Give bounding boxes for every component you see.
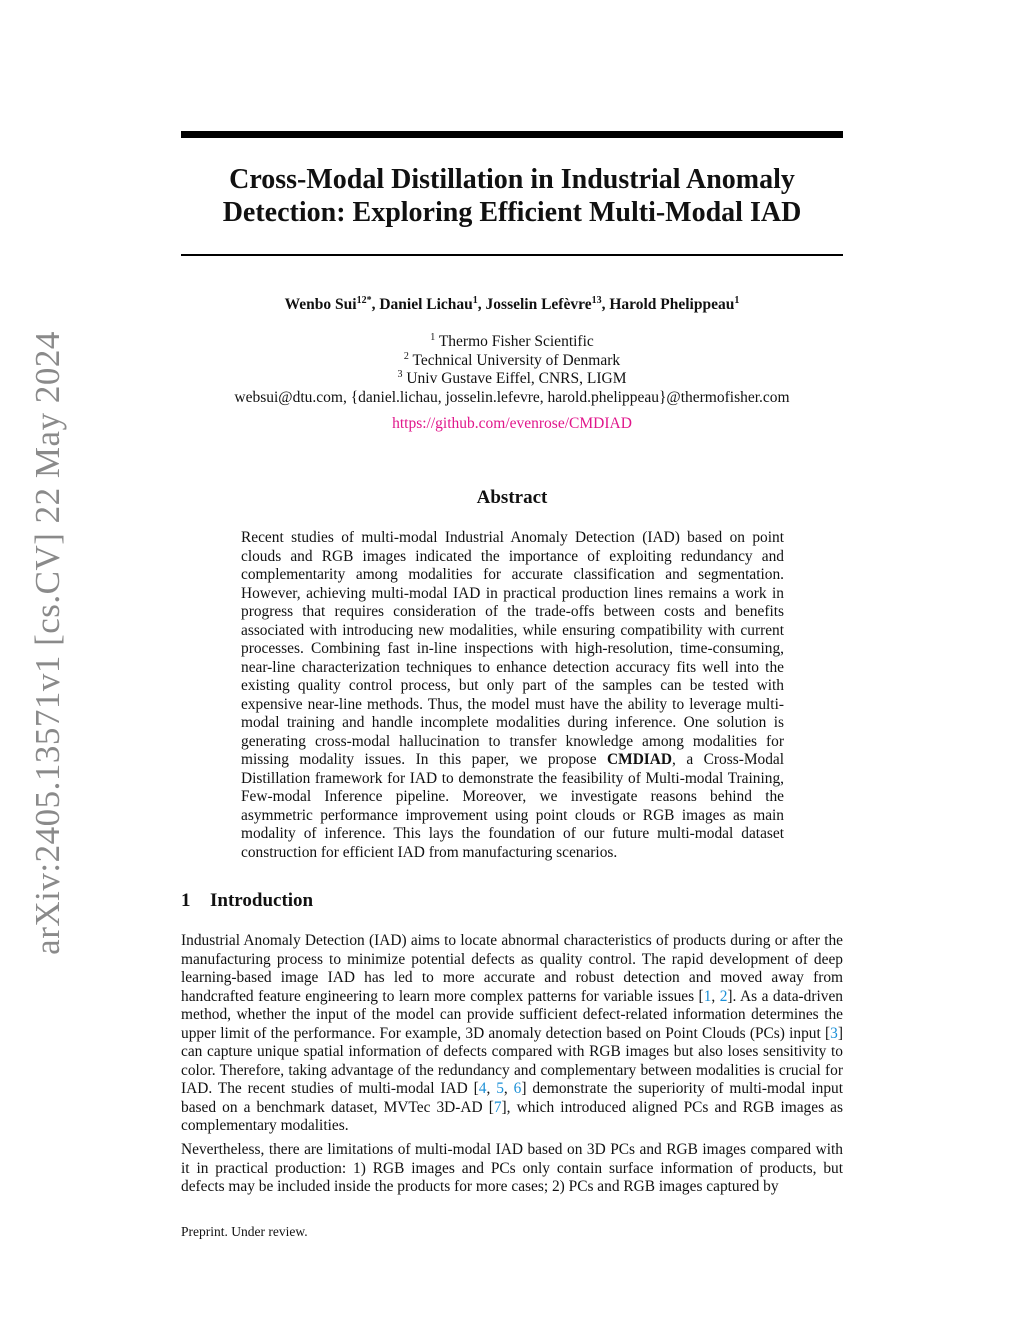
author-name: Josselin Lefèvre bbox=[485, 296, 592, 313]
author-list bbox=[181, 296, 843, 314]
paper-title-line-1: Cross-Modal Distillation in Industrial Anomaly bbox=[229, 164, 795, 195]
author-affiliation-marker: 12* bbox=[356, 294, 372, 306]
author-affiliation-marker: 1 bbox=[472, 294, 478, 306]
paragraph-text: ]. As a data-driven method, whether the input of the model can provide sufficient defect-related information determines the upper limit of the performance. For example, 3D anomaly detection based on Point Clouds (PCs) input [ bbox=[181, 987, 843, 1042]
section-heading-introduction bbox=[181, 890, 843, 912]
author-name: Harold Phelippeau bbox=[609, 296, 735, 313]
citation-separator: , bbox=[486, 1080, 497, 1097]
title-top-rule bbox=[181, 131, 843, 138]
abstract-text: Recent studies of multi-modal Industrial Anomaly Detection (IAD) based on point clouds and RGB images indicated the importance of exploiting redundancy and complementarity among modalities for accurate classification and segmentation. However, achieving multi-modal IAD in practical production lines remains a work in progress that requires consideration of the trade-offs between costs and benefits associated with introducing new modalities, while ensuring compatibility with current processes. Combining fast in-line inspections with high-resolution, time-consuming, near-line characterization techniques to enhance detection accuracy fits well into the existing quality control process, but only part of the samples can be tested with expensive near-line methods. Thus, the model must have the ability to leverage multi-modal training and handle incomplete modalities during inference. One solution is generating cross-modal hallucination to transfer knowledge among modalities for missing modality issues. In this paper, we propose bbox=[241, 529, 784, 768]
citation-separator: , bbox=[503, 1080, 514, 1097]
affiliation-line bbox=[181, 370, 843, 389]
author-emails: websui@dtu.com, {daniel.lichau, josselin.lefevre, harold.phelippeau}@thermofisher.com bbox=[234, 388, 790, 406]
affiliation-text: Thermo Fisher Scientific bbox=[435, 333, 594, 350]
citation-link[interactable]: 1 bbox=[703, 987, 712, 1005]
paragraph-text: ] demonstrate the superiority of multi-modal input based on a benchmark dataset, MVTec 3D-AD [ bbox=[181, 1080, 843, 1116]
affiliation-line bbox=[181, 333, 843, 352]
affiliation-marker: 2 bbox=[403, 350, 409, 362]
paper-title bbox=[181, 163, 843, 229]
author-affiliation-marker: 13 bbox=[591, 294, 602, 306]
affiliation-block bbox=[181, 333, 843, 407]
affiliation-marker: 3 bbox=[397, 368, 403, 380]
title-bottom-rule bbox=[181, 254, 843, 256]
author-separator: , bbox=[601, 296, 610, 313]
paragraph-text: Industrial Anomaly Detection (IAD) aims to locate abnormal characteristics of products during or after the manufacturing process to minimize potential defects as quality control. The rapid development of deep learning-based image IAD has led to more accurate and robust detection and moved away from handcrafted feature engineering to learn more complex patterns for variable issues [ bbox=[181, 932, 843, 1005]
affiliation-marker: 1 bbox=[430, 331, 436, 343]
code-repository-link[interactable]: https://github.com/evenrose/CMDIAD bbox=[392, 415, 632, 432]
affiliation-text: Univ Gustave Eiffel, CNRS, LIGM bbox=[402, 370, 627, 387]
paper-title-line-2: Detection: Exploring Efficient Multi-Modal IAD bbox=[222, 197, 802, 228]
affiliation-text: Technical University of Denmark bbox=[408, 351, 621, 369]
paragraph-text: ], which introduced aligned PCs and RGB images as complementary modalities. bbox=[181, 1098, 843, 1134]
section-number: 1 bbox=[181, 890, 191, 911]
citation-link[interactable]: 3 bbox=[830, 1024, 838, 1042]
author-separator: , bbox=[371, 296, 380, 313]
citation-link[interactable]: 4 bbox=[478, 1080, 487, 1097]
citation-link[interactable]: 2 bbox=[719, 987, 728, 1005]
citation-link[interactable]: 6 bbox=[513, 1080, 522, 1097]
author-name: Wenbo Sui bbox=[284, 296, 357, 313]
author-separator: , bbox=[477, 296, 486, 313]
paragraph-text: ] can capture unique spatial information of defects compared with RGB images but also loses sensitivity to color. Therefore, taking advantage of the redundancy and complementary between modalities is crucial for IAD. The recent studies of multi-modal IAD [ bbox=[181, 1024, 843, 1097]
citation-link[interactable]: 7 bbox=[493, 1098, 502, 1116]
abstract-text-continued: , a Cross-Modal Distillation framework for IAD to demonstrate the feasibility of Multi-modal Training, Few-modal Inference pipeline. Moreover, we investigate reasons behind the asymmetric performance improvement using point clouds or RGB images as main modality of inference. This lays the foundation of our future multi-modal dataset construction for efficient IAD from manufacturing scenarios. bbox=[241, 751, 784, 861]
introduction-paragraph-1 bbox=[181, 932, 843, 1136]
section-title: Introduction bbox=[210, 890, 314, 911]
abstract-heading: Abstract bbox=[476, 487, 548, 508]
method-name: CMDIAD bbox=[607, 751, 673, 768]
citation-link[interactable]: 5 bbox=[496, 1080, 504, 1097]
introduction-paragraph-2: Nevertheless, there are limitations of multi-modal IAD based on 3D PCs and RGB images compared with it in practical production: 1) RGB images and PCs only contain surface information of products, but defects may be included inside the products for more cases; 2) PCs and RGB images captured by bbox=[181, 1141, 843, 1195]
abstract-body bbox=[241, 529, 784, 862]
author-affiliation-marker: 1 bbox=[734, 294, 740, 306]
preprint-footer: Preprint. Under review. bbox=[181, 1224, 308, 1239]
citation-separator: , bbox=[711, 987, 720, 1005]
author-name: Daniel Lichau bbox=[379, 296, 473, 313]
arxiv-identifier-stamp bbox=[26, 331, 70, 955]
arxiv-identifier-text: arXiv:2405.13571v1 [cs.CV] 22 May 2024 bbox=[28, 331, 67, 955]
affiliation-line bbox=[181, 352, 843, 371]
